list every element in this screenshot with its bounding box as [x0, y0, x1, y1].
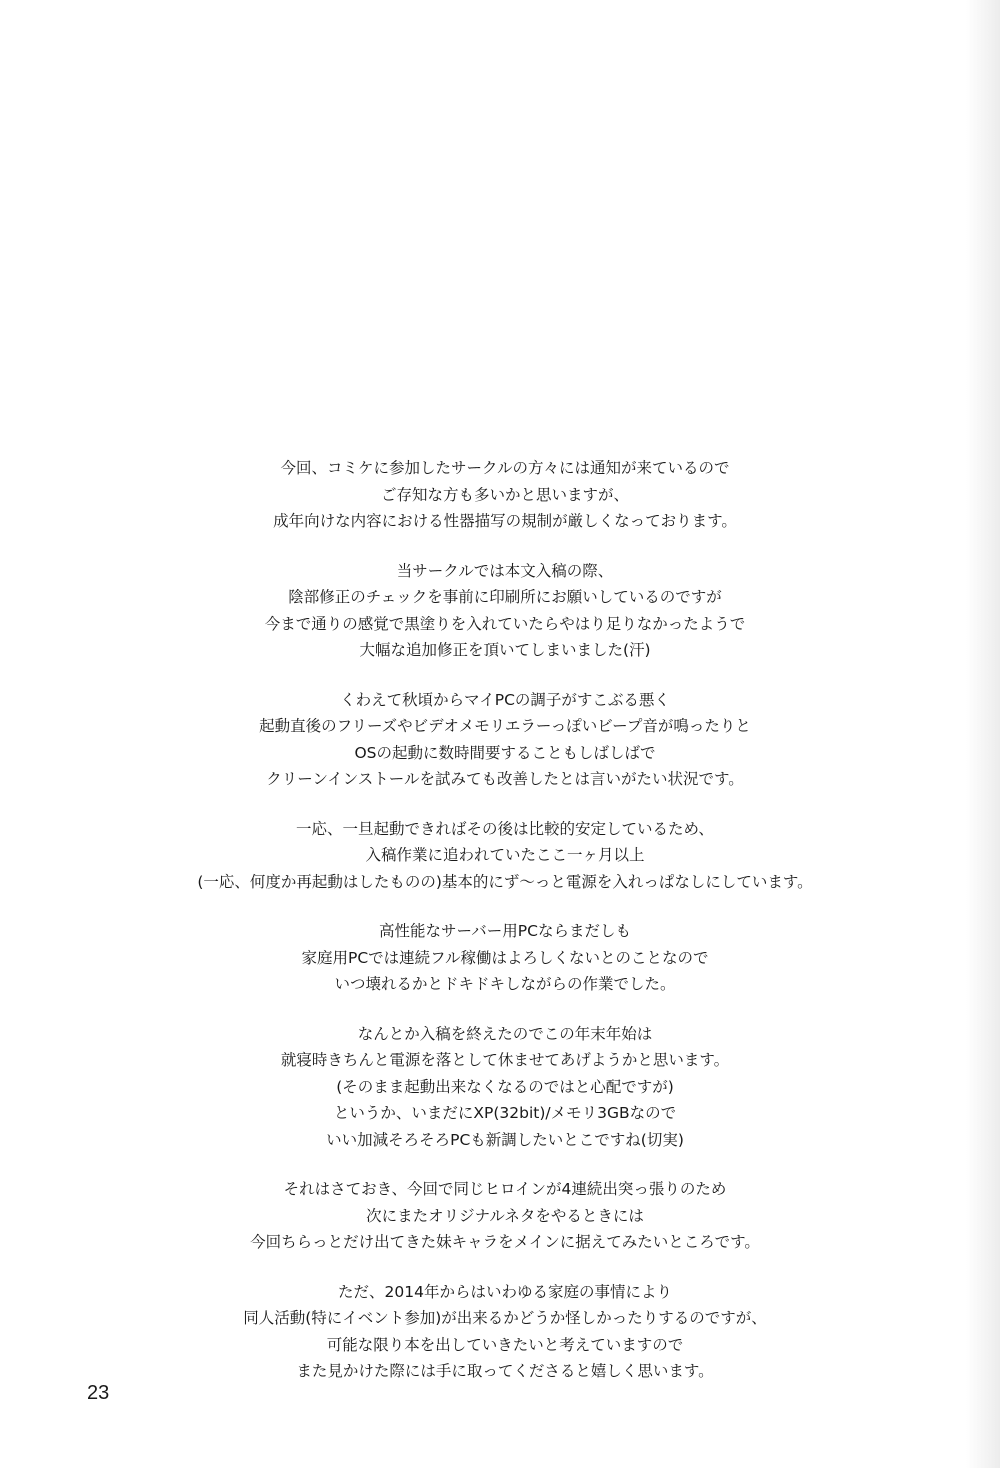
text-line: 陰部修正のチェックを事前に印刷所にお願いしているのですが [288, 588, 722, 606]
text-line: OSの起動に数時間要することもしばしばで [354, 743, 656, 762]
paragraph [180, 687, 830, 793]
text-line: 次にまたオリジナルネタをやるときには [366, 1206, 644, 1225]
text-line: というか、いまだにXP(32bit)/メモリ3GBなので [333, 1104, 677, 1122]
paragraph [180, 816, 830, 896]
text-line: 大幅な追加修正を頂いてしまいました(汗) [359, 641, 651, 659]
paragraph [180, 918, 830, 998]
text-line: ただ、2014年からはいわゆる家庭の事情により [338, 1282, 672, 1301]
page-number: 23 [87, 1382, 110, 1404]
paragraph [180, 1021, 830, 1154]
text-line: 今回ちらっとだけ出てきた妹キャラをメインに据えてみたいところです。 [250, 1233, 760, 1251]
text-line: 今まで通りの感覚で黒塗りを入れていたらやはり足りなかったようで [264, 614, 746, 633]
text-line: 起動直後のフリーズやビデオメモリエラーっぽいビープ音が鳴ったりと [259, 717, 751, 735]
text-line: 同人活動(特にイベント参加)が出来るかどうか怪しかったりするのですが、 [243, 1309, 767, 1327]
text-line: いい加減そろそろPCも新調したいとこですね(切実) [326, 1130, 684, 1149]
text-line: くわえて秋頃からマイPCの調子がすこぶる悪く [340, 690, 670, 709]
text-line: 当サークルでは本文入稿の際、 [396, 561, 614, 580]
paragraph [180, 1176, 830, 1256]
page-edge-shadow [966, 0, 1000, 1468]
text-line: 就寝時きちんと電源を落として休ませてあげようかと思います。 [280, 1051, 730, 1069]
text-line: 家庭用PCでは連続フル稼働はよろしくないとのことなので [301, 948, 709, 967]
text-line: 高性能なサーバー用PCならまだしも [379, 922, 631, 940]
text-line: 入稿作業に追われていたここ一ヶ月以上 [365, 846, 645, 864]
text-line: 可能な限り本を出していきたいと考えていますので [326, 1335, 684, 1354]
text-line: ご存知な方も多いかと思いますが、 [380, 485, 629, 504]
text-line: 一応、一旦起動できればその後は比較的安定しているため、 [296, 819, 714, 838]
text-line: なんとか入稿を終えたのでこの年末年始は [357, 1024, 653, 1043]
text-line: それはさておき、今回で同じヒロインが4連続出突っ張りのため [283, 1180, 727, 1198]
text-line: 今回、コミケに参加したサークルの方々には通知が来ているので [280, 459, 730, 477]
paragraph [180, 455, 830, 535]
text-line: クリーンインストールを試みても改善したとは言いがたい状況です。 [266, 770, 744, 788]
paragraph [180, 1279, 830, 1385]
text-line: また見かけた際には手に取ってくださると嬉しく思います。 [296, 1362, 714, 1380]
text-line: 成年向けな内容における性器描写の規制が厳しくなっております。 [273, 512, 737, 530]
text-line: (そのまま起動出来なくなるのではと心配ですが) [336, 1077, 674, 1096]
text-line: いつ壊れるかとドキドキしながらの作業でした。 [334, 975, 676, 993]
afterword-text [180, 455, 830, 1408]
text-line: (一応、何度か再起動はしたものの)基本的にず～っと電源を入れっぱなしにしています。 [197, 872, 813, 891]
paragraph [180, 558, 830, 664]
